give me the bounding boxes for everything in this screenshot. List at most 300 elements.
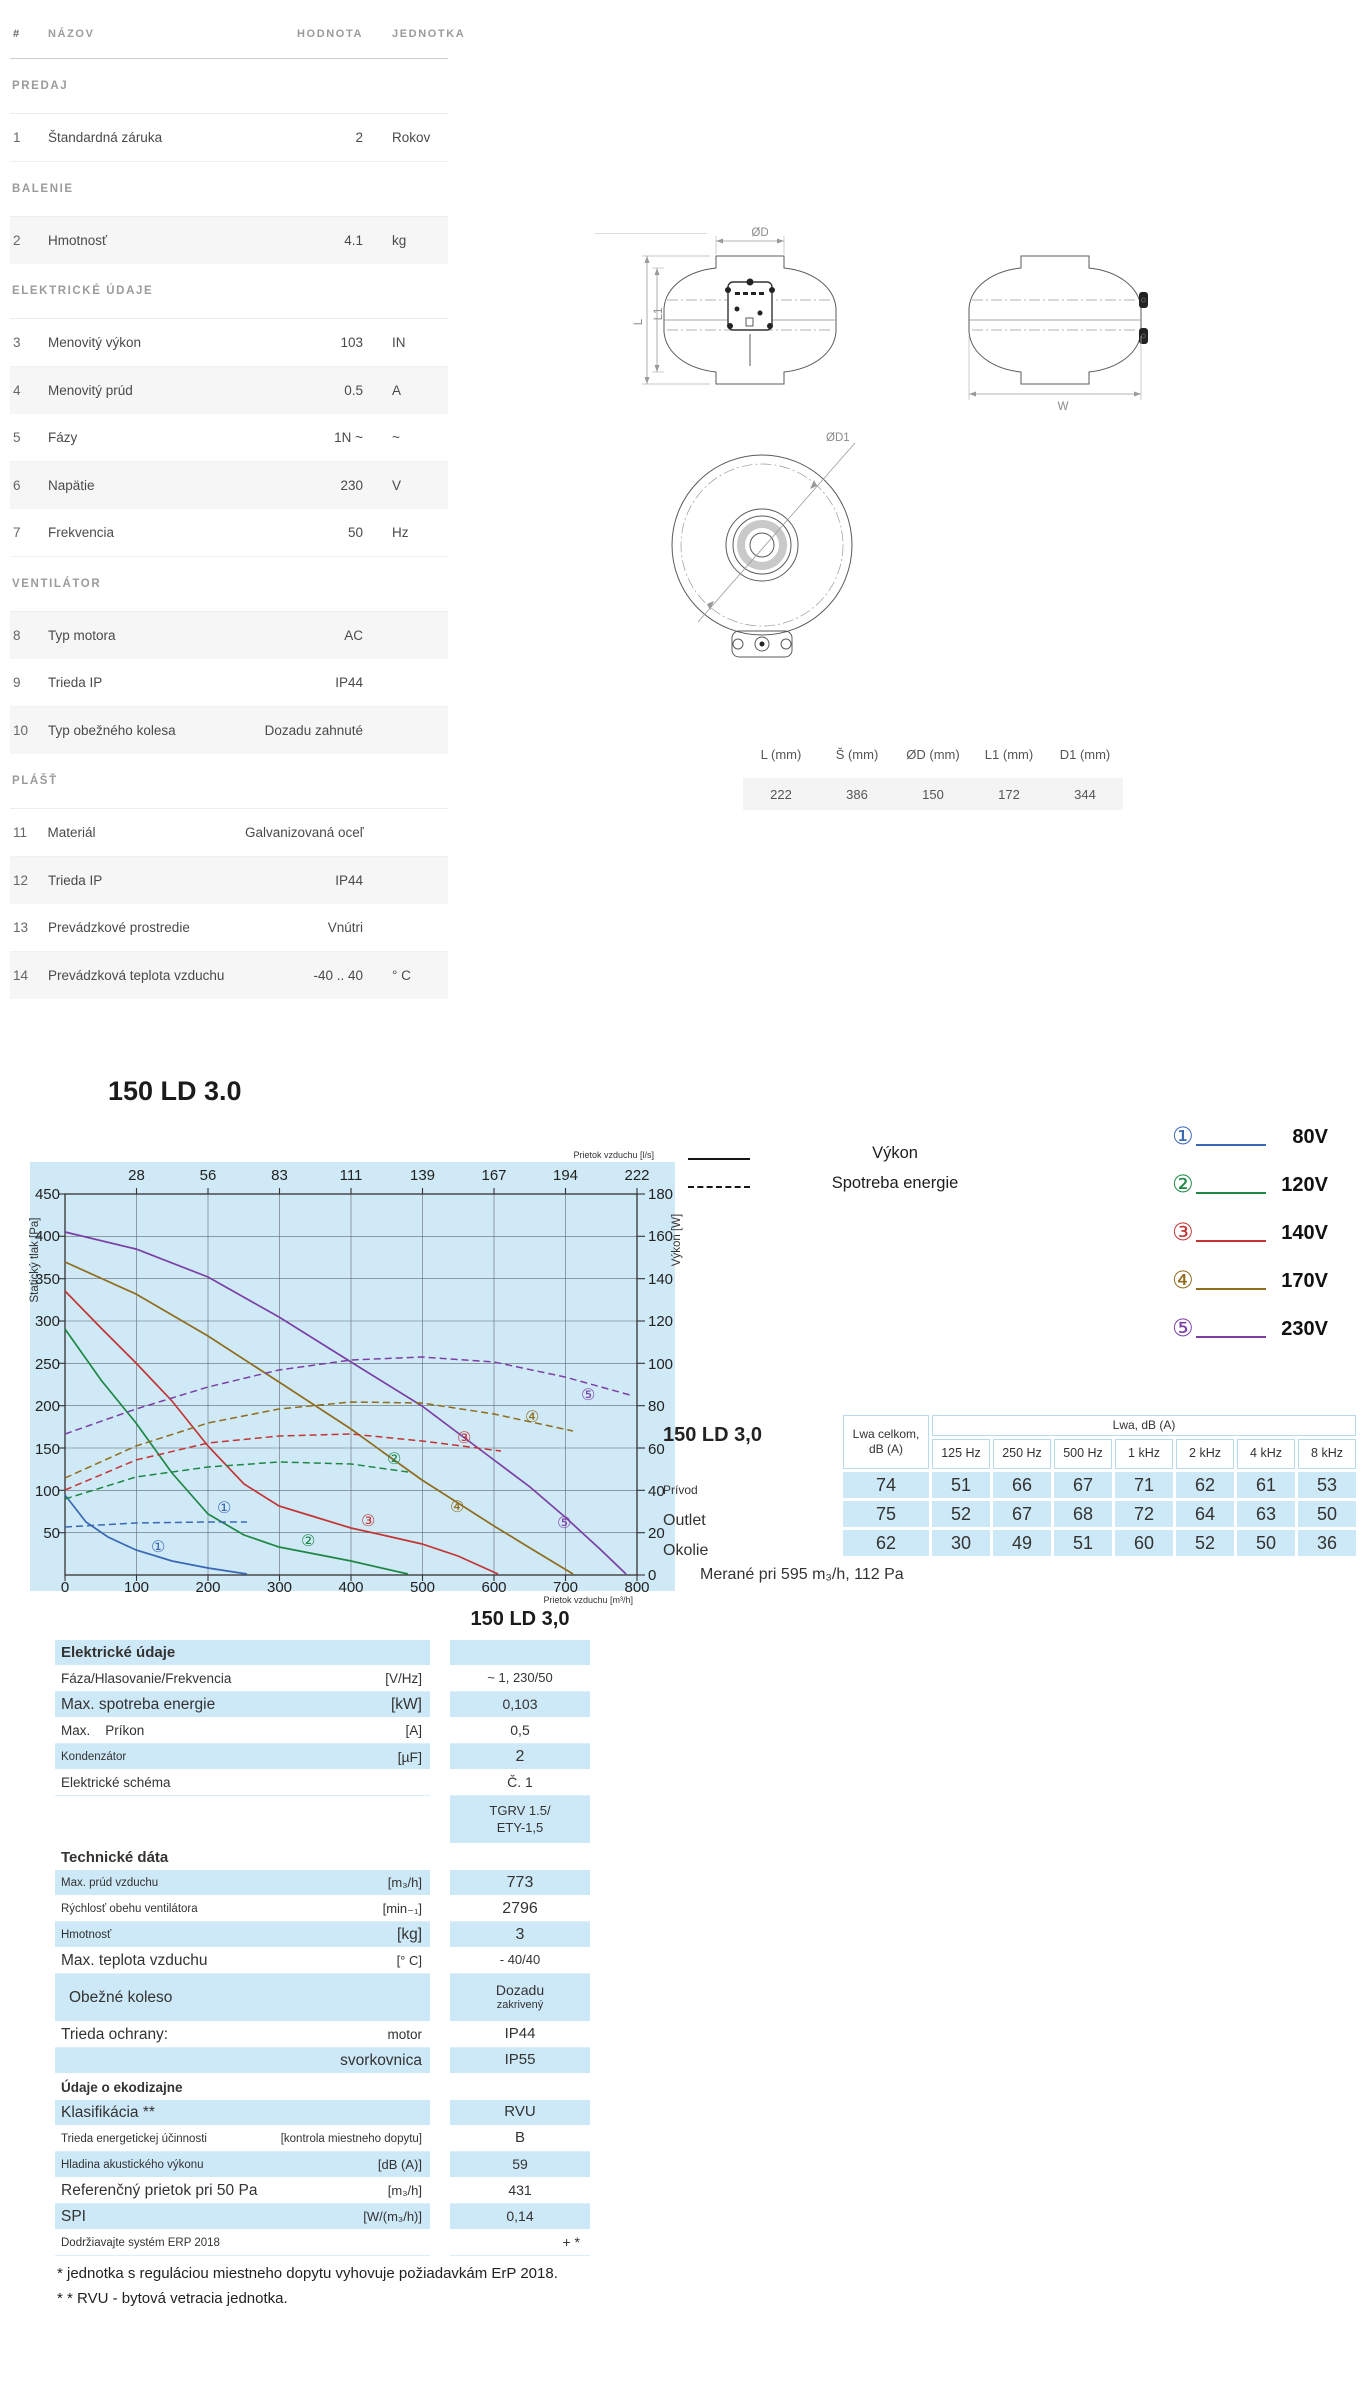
dim-label-l: L xyxy=(633,318,645,326)
legend-line-80v xyxy=(1196,1144,1266,1146)
circled-4-icon: ④ xyxy=(1172,1266,1194,1294)
bottom-tick: 200 xyxy=(195,1579,221,1596)
row-num: 6 xyxy=(13,478,21,493)
fan-front-view-drawing xyxy=(672,432,855,657)
curve-marker-4: ④ xyxy=(525,1407,540,1426)
row-value: -40 .. 40 xyxy=(313,968,363,983)
row-unit: [kg] xyxy=(397,1925,422,1943)
row-num: 9 xyxy=(13,675,21,690)
top-tick: 28 xyxy=(128,1167,145,1184)
detail-row-faza xyxy=(55,1666,590,1692)
noise-row-okolie xyxy=(843,1530,1356,1556)
legend-label-140v: 140V xyxy=(1281,1222,1328,1244)
detail-row-hladina xyxy=(55,2152,590,2178)
dim-val-d: 150 xyxy=(922,786,944,802)
row-value: IP44 xyxy=(335,675,363,690)
detail-row-schema-type xyxy=(55,1796,590,1844)
detail-section-ekodizajn xyxy=(55,2074,590,2100)
left-tick: 50 xyxy=(43,1525,60,1542)
row-num: 5 xyxy=(13,430,21,445)
circled-3-icon: ③ xyxy=(1172,1218,1194,1246)
noise-col-group: Lwa, dB (A) xyxy=(932,1415,1356,1436)
row-name: Typ obežného kolesa xyxy=(48,723,176,738)
row-name: Fázy xyxy=(48,430,78,445)
row-value: Galvanizovaná oceľ xyxy=(244,825,364,840)
bottom-axis-label: Prietok vzduchu [m³/h] xyxy=(543,1595,633,1605)
section-title: Elektrické údaje xyxy=(55,1640,430,1666)
bottom-tick: 0 xyxy=(60,1579,70,1596)
row-unit: IN xyxy=(392,335,406,350)
section-header-balenie: BALENIE xyxy=(10,162,448,217)
noise-freq-header: 250 Hz xyxy=(993,1439,1051,1469)
noise-cell: 63 xyxy=(1237,1501,1295,1527)
row-value: - 40/40 xyxy=(499,1952,541,1968)
detail-table-model: 150 LD 3,0 xyxy=(470,1608,570,1630)
legend-line-170v xyxy=(1196,1288,1266,1290)
row-label: Max. teplota vzduchu xyxy=(61,1951,208,1969)
legend-dashed-line xyxy=(688,1186,750,1188)
bottom-tick: 100 xyxy=(123,1579,150,1596)
row-unit: [kontrola miestneho dopytu] xyxy=(280,2132,422,2145)
bottom-tick: 500 xyxy=(409,1579,436,1596)
noise-row-label-privod: Prívod xyxy=(663,1483,698,1497)
row-value: IP44 xyxy=(335,873,363,888)
bottom-tick: 300 xyxy=(266,1579,293,1596)
row-unit: [kW] xyxy=(391,1695,422,1713)
curve-marker-5: ⑤ xyxy=(581,1385,596,1404)
row-name: Menovitý výkon xyxy=(48,335,142,350)
row-unit: Rokov xyxy=(392,130,431,145)
detail-row-ochrany xyxy=(55,2022,590,2048)
dim-label-d: ØD xyxy=(751,227,769,239)
left-tick: 350 xyxy=(34,1271,60,1288)
noise-freq-header: 1 kHz xyxy=(1115,1439,1173,1469)
noise-freq-header: 4 kHz xyxy=(1237,1439,1295,1469)
noise-row-label-outlet: Outlet xyxy=(663,1512,706,1529)
circled-5-icon: ⑤ xyxy=(1172,1314,1194,1342)
row-unit: A xyxy=(392,383,402,398)
right-tick: 60 xyxy=(648,1441,665,1458)
row-label: Hladina akustického výkonu xyxy=(61,2158,204,2171)
top-tick: 194 xyxy=(552,1167,579,1184)
row-value: 50 xyxy=(347,525,363,540)
noise-cell: 72 xyxy=(1115,1501,1173,1527)
row-value: RVU xyxy=(504,2103,536,2121)
row-label: Dodržiavajte systém ERP 2018 xyxy=(61,2236,220,2249)
footnotes xyxy=(57,2262,558,2312)
row-unit: motor xyxy=(387,2027,422,2042)
row-value: 4.1 xyxy=(344,233,363,248)
detail-section-technicke xyxy=(55,1844,590,1870)
row-value: Vnútri xyxy=(327,920,363,935)
row-num: 10 xyxy=(13,723,29,738)
noise-table xyxy=(840,1412,1359,1559)
col-header-name: NÁZOV xyxy=(48,28,95,40)
right-tick: 20 xyxy=(648,1525,665,1542)
right-axis-label: Výkon [W] xyxy=(671,1213,683,1267)
dim-label-w: W xyxy=(1057,401,1069,413)
dim-label-d1: ØD1 xyxy=(826,432,850,444)
noise-measurement-note: Merané pri 595 m₃/h, 112 Pa xyxy=(700,1566,904,1583)
row-value: 3 xyxy=(515,1925,525,1943)
bottom-tick: 600 xyxy=(481,1579,507,1596)
row-value: 59 xyxy=(512,2155,528,2172)
curve-marker-4: ④ xyxy=(450,1497,465,1516)
row-num: 13 xyxy=(13,920,29,935)
table-row xyxy=(10,217,448,264)
detail-row-erp xyxy=(55,2230,590,2256)
detail-row-teplota xyxy=(55,1948,590,1974)
legend-item-230v xyxy=(1172,1316,1328,1364)
table-row xyxy=(10,509,448,557)
table-row xyxy=(10,114,448,162)
row-name: Prevádzkové prostredie xyxy=(48,920,190,935)
row-unit: Hz xyxy=(392,525,409,540)
top-tick: 56 xyxy=(199,1167,217,1184)
noise-freq-header: 8 kHz xyxy=(1298,1439,1356,1469)
row-unit: [dB (A)] xyxy=(377,2157,422,2172)
detail-row-spotreba xyxy=(55,1692,590,1718)
row-name: Trieda IP xyxy=(48,873,103,888)
noise-freq-header: 125 Hz xyxy=(932,1439,990,1469)
noise-cell: 49 xyxy=(993,1530,1051,1556)
row-value-line2: ETY-1,5 xyxy=(496,1819,544,1835)
row-num: 11 xyxy=(13,825,28,840)
row-value: 0,14 xyxy=(506,2207,534,2224)
curve-marker-5: ⑤ xyxy=(557,1513,572,1532)
row-value: 103 xyxy=(340,335,363,350)
fan-side-view-drawing xyxy=(633,227,836,384)
row-value: 0,103 xyxy=(502,1695,538,1712)
left-tick: 150 xyxy=(34,1441,60,1458)
col-header-num: # xyxy=(13,28,21,40)
spec-table xyxy=(10,10,466,999)
row-num: 4 xyxy=(13,383,21,398)
noise-cell: 75 xyxy=(843,1501,929,1527)
legend-item-140v xyxy=(1172,1220,1328,1268)
row-unit: [° C] xyxy=(396,1953,422,1968)
col-header-unit: JEDNOTKA xyxy=(392,28,466,40)
row-unit: V xyxy=(392,478,402,493)
bottom-tick: 800 xyxy=(624,1579,650,1596)
noise-cell: 60 xyxy=(1115,1530,1173,1556)
curve-marker-2: ② xyxy=(387,1449,402,1468)
legend-line-120v xyxy=(1196,1192,1266,1194)
dim-col-s: Š (mm) xyxy=(835,746,879,762)
row-value-line2: zakrivený xyxy=(496,1999,544,2012)
top-tick: 222 xyxy=(624,1167,650,1184)
row-name: Štandardná záruka xyxy=(48,130,163,145)
row-value: 431 xyxy=(508,2181,532,2198)
left-tick: 100 xyxy=(34,1483,60,1500)
right-tick: 140 xyxy=(648,1271,674,1288)
section-header-ventilator: VENTILÁTOR xyxy=(10,557,448,612)
noise-cell: 50 xyxy=(1298,1501,1356,1527)
detail-row-hmotnost xyxy=(55,1922,590,1948)
row-value: 1N ~ xyxy=(334,430,363,445)
noise-row-label-okolie: Okolie xyxy=(663,1542,709,1559)
table-row xyxy=(10,904,448,952)
row-label: Referenčný prietok pri 50 Pa xyxy=(61,2181,258,2199)
row-unit: [µF] xyxy=(397,1748,422,1765)
table-row xyxy=(10,659,448,707)
section-title: Technické dáta xyxy=(61,1848,169,1866)
detail-row-svorkovnica xyxy=(55,2048,590,2074)
row-name: Menovitý prúd xyxy=(48,383,133,398)
footnote-1: * jednotka s reguláciou miestneho dopytu vyhovuje požiadavkám ErP 2018. xyxy=(57,2265,558,2282)
row-num: 14 xyxy=(13,968,29,983)
row-label: Hmotnosť xyxy=(61,1928,112,1941)
noise-cell: 53 xyxy=(1298,1472,1356,1498)
row-value: Č. 1 xyxy=(507,1773,533,1790)
noise-cell: 74 xyxy=(843,1472,929,1498)
row-unit: svorkovnica xyxy=(340,2051,422,2069)
row-name: Typ motora xyxy=(48,628,116,643)
row-unit: [min₋₁] xyxy=(382,1900,422,1916)
chart-title: 150 LD 3.0 xyxy=(108,1076,242,1106)
detail-row-schema xyxy=(55,1770,590,1796)
table-row xyxy=(10,462,448,509)
row-name: Hmotnosť xyxy=(48,233,108,248)
performance-chart xyxy=(25,1100,695,1610)
right-tick: 80 xyxy=(648,1398,665,1415)
row-num: 3 xyxy=(13,335,21,350)
right-tick: 100 xyxy=(648,1356,674,1373)
noise-cell: 50 xyxy=(1237,1530,1295,1556)
noise-freq-header: 2 kHz xyxy=(1176,1439,1234,1469)
detail-spec-table xyxy=(55,1608,590,2256)
curve-marker-1: ① xyxy=(151,1537,166,1556)
row-label: Fáza/Hlasovanie/Frekvencia xyxy=(61,1671,232,1686)
voltage-legend xyxy=(1172,1124,1328,1364)
dim-val-l: 222 xyxy=(770,786,792,802)
dim-val-d1: 344 xyxy=(1074,786,1096,802)
col-header-value: HODNOTA xyxy=(297,28,363,40)
curve-marker-1: ① xyxy=(217,1498,232,1517)
table-row xyxy=(10,952,448,999)
row-name: Prevádzková teplota vzduchu xyxy=(48,968,225,983)
row-unit: kg xyxy=(392,233,407,248)
legend-item-120v xyxy=(1172,1172,1328,1220)
noise-row-labels xyxy=(663,1477,708,1567)
table-row xyxy=(10,367,448,414)
section-header-plast: PLÁŠŤ xyxy=(10,754,448,809)
noise-row-outlet xyxy=(843,1501,1356,1527)
left-tick: 200 xyxy=(34,1398,60,1415)
circled-2-icon: ② xyxy=(1172,1170,1194,1198)
detail-row-koleso xyxy=(55,1974,590,2022)
dim-val-l1: 172 xyxy=(998,786,1020,802)
row-value: 0.5 xyxy=(344,383,363,398)
row-label: Max. Príkon xyxy=(61,1723,145,1738)
row-value: ~ 1, 230/50 xyxy=(487,1670,553,1686)
row-num: 8 xyxy=(13,628,21,643)
row-unit: ~ xyxy=(392,430,400,445)
right-tick: 0 xyxy=(648,1567,657,1584)
noise-cell: 71 xyxy=(1115,1472,1173,1498)
row-label: Max. spotreba energie xyxy=(61,1695,216,1713)
dimension-table-values xyxy=(743,778,1123,810)
table-row xyxy=(10,414,448,462)
noise-col-total: Lwa celkom, dB (A) xyxy=(843,1415,929,1469)
row-label: Obežné koleso xyxy=(69,1988,173,2006)
dimension-table-header xyxy=(743,738,1123,770)
detail-row-trieda-energie xyxy=(55,2126,590,2152)
top-tick: 139 xyxy=(409,1167,436,1184)
legend-line-140v xyxy=(1196,1240,1266,1242)
row-name: Trieda IP xyxy=(48,675,103,690)
noise-cell: 36 xyxy=(1298,1530,1356,1556)
dim-val-s: 386 xyxy=(846,786,868,802)
row-num: 1 xyxy=(13,130,21,145)
row-name: Napätie xyxy=(48,478,95,493)
right-tick: 180 xyxy=(648,1186,674,1203)
noise-table-model: 150 LD 3,0 xyxy=(663,1424,762,1446)
dimension-table xyxy=(743,738,1123,810)
row-label: Trieda energetickej účinnosti xyxy=(61,2132,207,2145)
row-value: B xyxy=(514,2129,525,2147)
row-value: Dozadu xyxy=(495,1981,545,1998)
table-row xyxy=(10,707,448,754)
curve-marker-2: ② xyxy=(301,1531,316,1550)
curve-marker-3: ③ xyxy=(457,1428,472,1447)
noise-cell: 30 xyxy=(932,1530,990,1556)
row-num: 7 xyxy=(13,525,21,540)
legend-label-170v: 170V xyxy=(1281,1270,1328,1292)
top-tick: 111 xyxy=(339,1167,363,1184)
row-value: 2 xyxy=(355,130,363,145)
row-label: Elektrické schéma xyxy=(61,1775,171,1790)
technical-drawings xyxy=(600,222,1160,672)
row-unit: [W/(m₃/h)] xyxy=(363,2209,422,2224)
section-title: Údaje o ekodizajne xyxy=(61,2079,183,2095)
fan-rear-view-drawing xyxy=(969,256,1148,413)
left-tick: 250 xyxy=(34,1356,60,1373)
right-tick: 120 xyxy=(648,1313,674,1330)
table-row xyxy=(10,857,448,904)
left-tick: 300 xyxy=(34,1313,60,1330)
left-tick: 400 xyxy=(34,1228,60,1245)
top-axis-label: Prietok vzduchu [l/s] xyxy=(573,1150,654,1160)
noise-cell: 67 xyxy=(993,1501,1051,1527)
row-unit: ° C xyxy=(392,968,411,983)
detail-row-rychlost xyxy=(55,1896,590,1922)
left-tick: 450 xyxy=(34,1186,60,1203)
junction-box xyxy=(728,282,772,330)
bottom-tick: 700 xyxy=(552,1579,579,1596)
noise-cell: 61 xyxy=(1237,1472,1295,1498)
noise-cell: 62 xyxy=(843,1530,929,1556)
noise-cell: 52 xyxy=(932,1501,990,1527)
noise-freq-header: 500 Hz xyxy=(1054,1439,1112,1469)
section-header-predaj: PREDAJ xyxy=(10,59,448,114)
noise-cell: 51 xyxy=(932,1472,990,1498)
noise-row-privod xyxy=(843,1472,1356,1498)
dim-label-l1: L1 xyxy=(653,307,665,321)
noise-cell: 64 xyxy=(1176,1501,1234,1527)
legend-dashed-label: Spotreba energie xyxy=(831,1174,959,1192)
row-label: Kondenzátor xyxy=(61,1750,127,1763)
circled-1-icon: ① xyxy=(1172,1122,1194,1150)
legend-solid-label: Výkon xyxy=(872,1144,918,1162)
detail-row-spi xyxy=(55,2204,590,2230)
row-value: + * xyxy=(562,2233,580,2250)
dim-col-d: ØD (mm) xyxy=(906,746,960,762)
noise-cell: 66 xyxy=(993,1472,1051,1498)
row-value: IP44 xyxy=(504,2025,536,2043)
detail-row-prikon xyxy=(55,1718,590,1744)
top-tick: 167 xyxy=(481,1167,507,1184)
noise-cell: 67 xyxy=(1054,1472,1112,1498)
legend-item-80v xyxy=(1172,1124,1328,1172)
bottom-tick: 400 xyxy=(338,1579,364,1596)
detail-row-kondenzator xyxy=(55,1744,590,1770)
row-value: 2 xyxy=(515,1747,525,1765)
row-num: 12 xyxy=(13,873,29,888)
legend-label-80v: 80V xyxy=(1292,1126,1328,1148)
noise-cell: 51 xyxy=(1054,1530,1112,1556)
row-num: 2 xyxy=(13,233,21,248)
row-unit: [V/Hz] xyxy=(385,1671,422,1686)
row-value: 0,5 xyxy=(510,1721,530,1738)
row-label: Klasifikácia ** xyxy=(61,2103,155,2121)
table-row xyxy=(10,319,448,367)
row-value: Dozadu zahnuté xyxy=(264,723,363,738)
right-tick: 40 xyxy=(648,1483,665,1500)
section-header-elektricke: ELEKTRICKÉ ÚDAJE xyxy=(10,264,448,319)
row-label: Trieda ochrany: xyxy=(61,2025,169,2043)
row-label: SPI xyxy=(61,2207,86,2225)
row-unit: [A] xyxy=(405,1723,422,1738)
noise-cell: 62 xyxy=(1176,1472,1234,1498)
row-name: Materiál xyxy=(47,825,96,840)
row-unit: [m₃/h] xyxy=(387,2183,422,2198)
row-unit: [m₃/h] xyxy=(387,1875,422,1890)
noise-cell: 52 xyxy=(1176,1530,1234,1556)
dim-col-l: L (mm) xyxy=(760,746,802,762)
left-axis-label: Statický tlak [Pa] xyxy=(29,1217,41,1303)
row-value: IP55 xyxy=(504,2051,536,2069)
legend-label-120v: 120V xyxy=(1281,1174,1328,1196)
spec-table-header xyxy=(10,10,466,59)
right-tick: 160 xyxy=(648,1228,674,1245)
curve-marker-3: ③ xyxy=(361,1511,376,1530)
dim-col-l1: L1 (mm) xyxy=(984,746,1034,762)
row-name: Frekvencia xyxy=(48,525,115,540)
detail-row-referencny xyxy=(55,2178,590,2204)
legend-line-230v xyxy=(1196,1336,1266,1338)
detail-section-elektricke xyxy=(55,1640,590,1666)
row-value: 773 xyxy=(506,1873,534,1891)
row-value: TGRV 1.5/ xyxy=(489,1803,551,1819)
top-tick: 83 xyxy=(271,1167,288,1184)
row-value: AC xyxy=(344,628,363,643)
row-value: 230 xyxy=(340,478,363,493)
row-value: 2796 xyxy=(502,1899,538,1917)
detail-row-prud xyxy=(55,1870,590,1896)
detail-row-klasifikacia xyxy=(55,2100,590,2126)
legend-item-170v xyxy=(1172,1268,1328,1316)
table-row xyxy=(10,809,448,857)
legend-solid-line xyxy=(688,1158,750,1160)
dim-col-d1: D1 (mm) xyxy=(1059,746,1111,762)
noise-cell: 68 xyxy=(1054,1501,1112,1527)
row-label: Rýchlosť obehu ventilátora xyxy=(61,1902,198,1915)
row-label: Max. prúd vzduchu xyxy=(61,1876,159,1889)
footnote-2: * * RVU - bytová vetracia jednotka. xyxy=(57,2289,288,2307)
table-row xyxy=(10,612,448,659)
legend-label-230v: 230V xyxy=(1281,1318,1328,1340)
